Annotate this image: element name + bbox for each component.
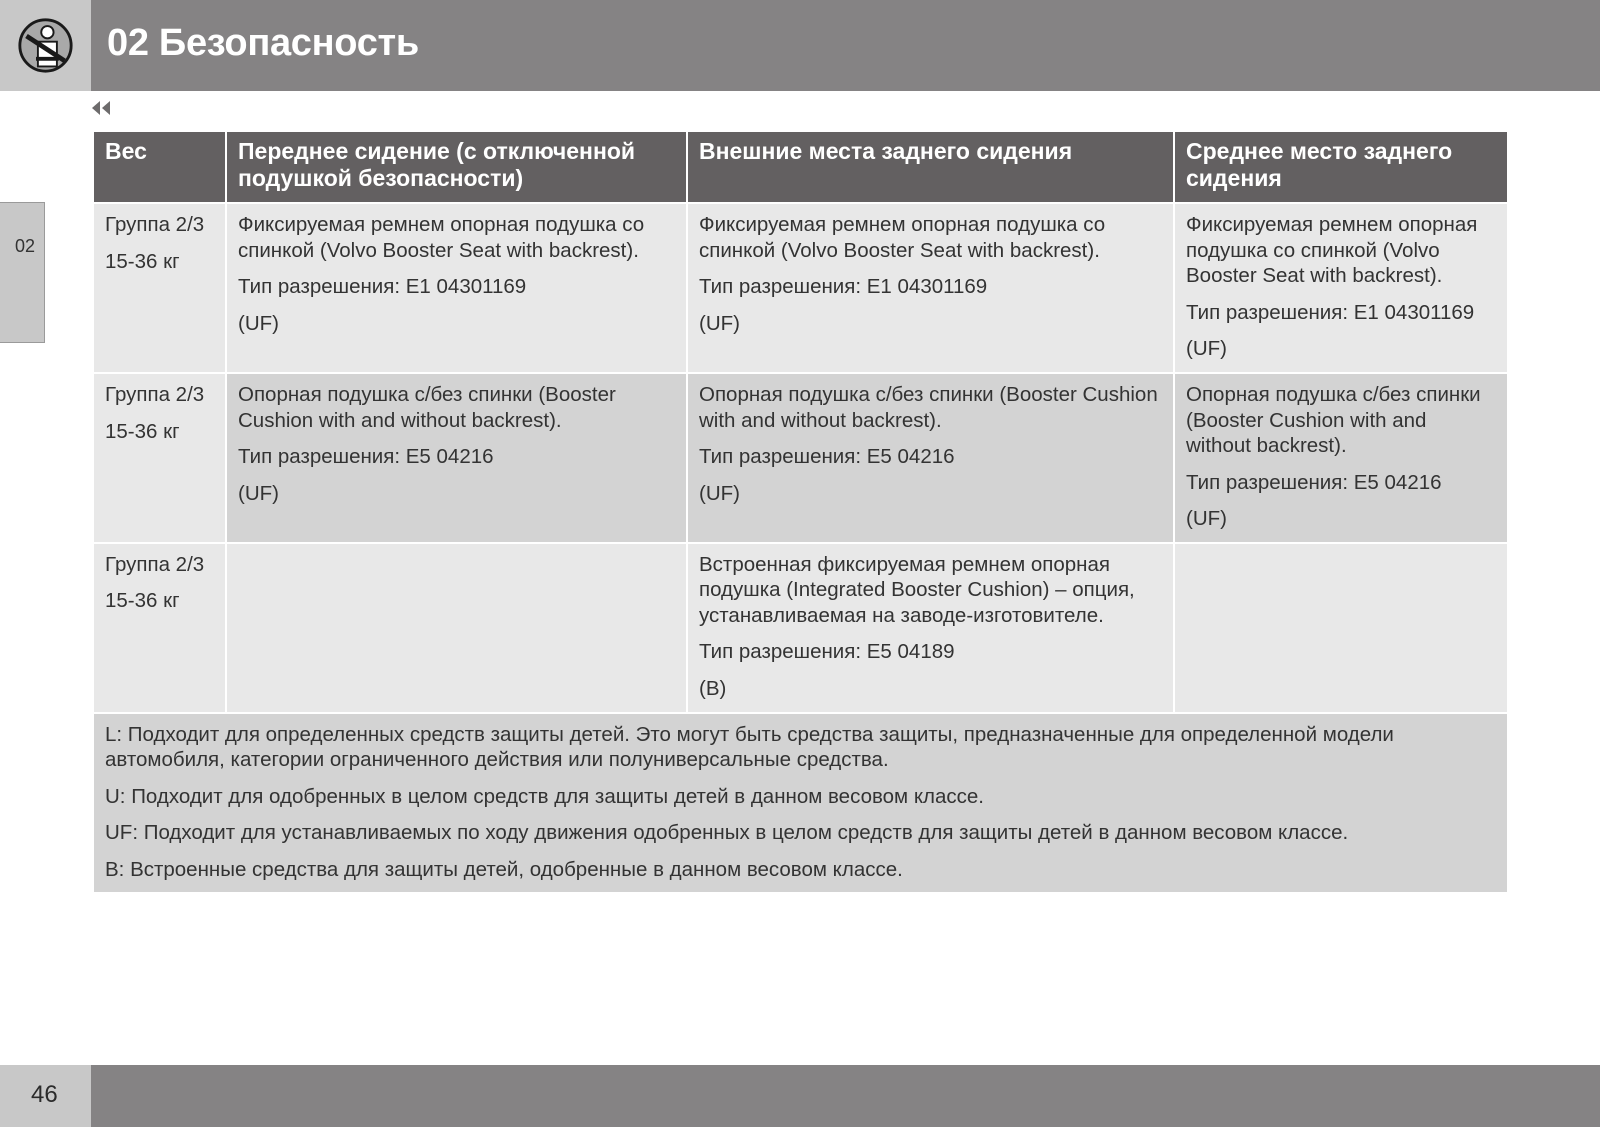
seat-description: Встроенная фиксируемая ремнем опорная подушка (Integrated Booster Cushion) – опция, устанавливаемая на заводе-изготовителе. [699, 552, 1135, 627]
table-row [93, 543, 1508, 713]
approval-type: Тип разрешения: E1 04301169 [1186, 300, 1475, 324]
column-header-front-seat: Переднее сидение (с отключенной подушкой безопасности) [226, 131, 687, 203]
seat-description: Фиксируемая ремнем опорная подушка со спинкой (Volvo Booster Seat with backrest). [699, 213, 1106, 262]
legend-item-u: U: Подходит для одобренных в целом средств для защиты детей в данном весовом классе. [105, 784, 984, 808]
page-title: 02 Безопасность [107, 22, 419, 64]
rear-middle-cell [1174, 373, 1508, 543]
weight-cell [93, 203, 226, 373]
seat-description: Опорная подушка с/без спинки (Booster Cushion with and without backrest). [699, 383, 1158, 432]
weight-cell [93, 373, 226, 543]
seat-description: Фиксируемая ремнем опорная подушка со спинкой (Volvo Booster Seat with backrest). [238, 213, 645, 262]
approval-type: Тип разрешения: E5 04216 [238, 445, 494, 468]
rear-outer-cell [687, 203, 1174, 373]
table-row [93, 203, 1508, 373]
front-seat-cell-empty [226, 543, 687, 713]
page-number: 46 [31, 1081, 58, 1108]
column-header-rear-middle: Среднее место заднего сидения [1174, 131, 1508, 203]
approval-type: Тип разрешения: E5 04189 [699, 640, 955, 663]
header-icon-box [0, 0, 91, 91]
seat-description: Опорная подушка с/без спинки (Booster Cushion with and without backrest). [1186, 383, 1481, 457]
seatbelt-child-icon [17, 17, 74, 74]
category-code: (UF) [699, 481, 740, 505]
rear-middle-cell [1174, 203, 1508, 373]
category-code: (UF) [1186, 337, 1227, 360]
table-header-row [93, 131, 1508, 203]
category-code: (UF) [238, 311, 279, 335]
rear-middle-cell-empty [1174, 543, 1508, 713]
weight-group: Группа 2/3 [105, 213, 205, 236]
rear-outer-cell [687, 543, 1174, 713]
page-number-box [0, 1065, 91, 1127]
legend-item-l: L: Подходит для определенных средств защиты детей. Это могут быть средства защиты, предназначенные для определенной модели автомобиля, категории ограниченного действия или полуниверсальные средства. [105, 722, 1394, 771]
front-seat-cell [226, 373, 687, 543]
double-chevron-left-icon[interactable] [92, 101, 114, 115]
column-header-rear-outer: Внешние места заднего сидения [687, 131, 1174, 203]
legend-row [93, 713, 1508, 894]
seat-description: Опорная подушка с/без спинки (Booster Cushion with and without backrest). [238, 383, 616, 432]
category-code: (UF) [238, 481, 279, 505]
category-code: (B) [699, 676, 727, 700]
chapter-tab-label: 02 [15, 236, 36, 256]
legend-item-b: B: Встроенные средства для защиты детей, одобренные в данном весовом классе. [105, 857, 903, 881]
child-seat-table [92, 130, 1509, 894]
approval-type: Тип разрешения: E5 04216 [1186, 470, 1442, 494]
weight-cell [93, 543, 226, 713]
approval-type: Тип разрешения: E1 04301169 [238, 275, 527, 298]
approval-type: Тип разрешения: E1 04301169 [699, 275, 988, 298]
approval-type: Тип разрешения: E5 04216 [699, 445, 955, 468]
footer-bar [91, 1065, 1600, 1127]
legend-cell [93, 713, 1508, 894]
column-header-weight: Вес [93, 131, 226, 203]
weight-range: 15-36 кг [105, 249, 180, 273]
category-code: (UF) [699, 311, 740, 335]
weight-range: 15-36 кг [105, 419, 180, 443]
front-seat-cell [226, 203, 687, 373]
legend-item-uf: UF: Подходит для устанавливаемых по ходу движения одобренных в целом средств для защиты детей в данном весовом классе. [105, 821, 1349, 844]
table-row [93, 373, 1508, 543]
category-code: (UF) [1186, 507, 1227, 530]
seat-description: Фиксируемая ремнем опорная подушка со спинкой (Volvo Booster Seat with backrest). [1186, 213, 1478, 287]
weight-group: Группа 2/3 [105, 383, 205, 406]
weight-group: Группа 2/3 [105, 552, 205, 576]
weight-range: 15-36 кг [105, 589, 180, 612]
chapter-tab[interactable] [0, 202, 45, 343]
rear-outer-cell [687, 373, 1174, 543]
